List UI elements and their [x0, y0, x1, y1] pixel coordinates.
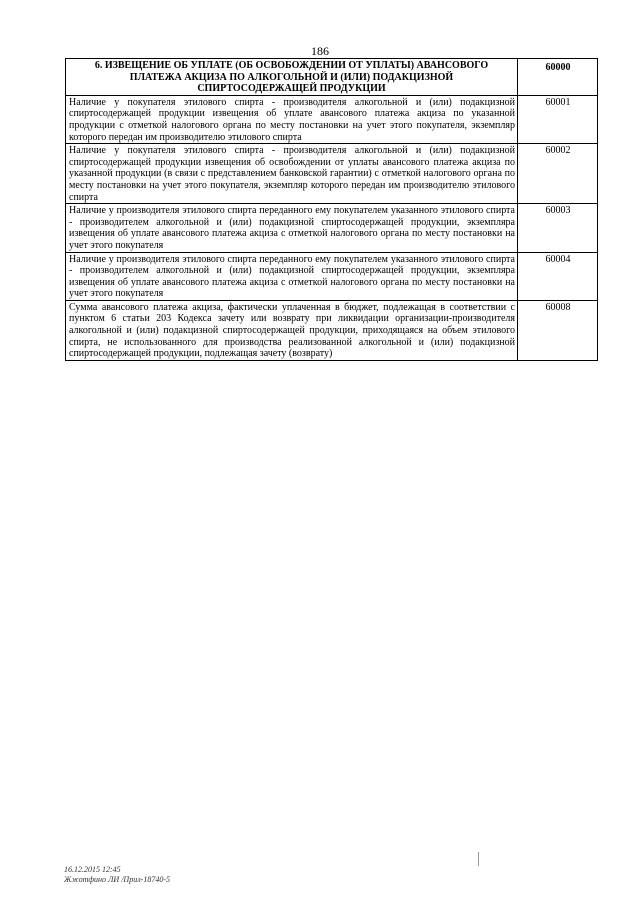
page-number: 186 — [311, 44, 329, 58]
row-description: Наличие у производителя этилового спирта переданного ему покупателем указанного этилового спирта - производителем алкогольной и (или) подакцизной спиртосодержащей продукции, экземпляра извещения об уплате авансового платежа акциза с отметкой налогового органа по месту постановки на учет этого покупателя — [66, 252, 518, 300]
scan-edge-mark — [478, 852, 479, 866]
row-code: 60004 — [518, 252, 598, 300]
section-title: 6. ИЗВЕЩЕНИЕ ОБ УПЛАТЕ (ОБ ОСВОБОЖДЕНИИ ОТ УПЛАТЫ) АВАНСОВОГО ПЛАТЕЖА АКЦИЗА ПО АЛКОГОЛЬНОЙ И (ИЛИ) ПОДАКЦИЗНОЙ СПИРТОСОДЕРЖАЩЕЙ ПРОДУКЦИИ — [66, 59, 518, 96]
section-code: 60000 — [518, 59, 598, 96]
footer-timestamp: 16.12.2015 12:45 — [64, 865, 121, 874]
footer-file-reference: Жжотфино ЛИ /Прил-18740-5 — [64, 875, 171, 884]
row-code: 60008 — [518, 300, 598, 360]
row-code: 60003 — [518, 204, 598, 252]
row-description: Сумма авансового платежа акциза, фактически уплаченная в бюджет, подлежащая в соответствии с пунктом 6 статьи 203 Кодекса зачету или возврату при ликвидации организации-производителя алкогольной и (или) подакцизной спиртосодержащей продукции, приходящаяся на объем этилового спирта, не использованного для производства реализованной алкогольной и (или) подакцизной спиртосодержащей продукции, подлежащая зачету (возврату) — [66, 300, 518, 360]
row-description: Наличие у покупателя этилового спирта - производителя алкогольной и (или) подакцизной спиртосодержащей продукции извещения об уплате авансового платежа акциза по указанной продукции с отметкой налогового органа по месту постановки на учет этого покупателя, экземпляр которого передан им производителю этилового спирта — [66, 95, 518, 143]
table-row — [66, 204, 598, 252]
codes-table — [65, 58, 598, 361]
table-row — [66, 252, 598, 300]
row-description: Наличие у производителя этилового спирта переданного ему покупателем указанного этилового спирта - производителем алкогольной и (или) подакцизной спиртосодержащей продукции, экземпляра извещения об уплате авансового платежа акциза с отметкой налогового органа по месту постановки на учет этого покупателя — [66, 204, 518, 252]
row-code: 60001 — [518, 95, 598, 143]
table-header-row — [66, 59, 598, 96]
footer-stamp — [64, 865, 170, 885]
table-row — [66, 300, 598, 360]
row-code: 60002 — [518, 144, 598, 204]
row-description: Наличие у покупателя этилового спирта - производителя алкогольной и (или) подакцизной спиртосодержащей продукции извещения об освобождении от уплаты авансового платежа акциза по указанной продукции (в связи с представлением банковской гарантии) с отметкой налогового органа по месту постановки на учет этого покупателя, экземпляр которого передан им производителю этилового спирта — [66, 144, 518, 204]
table-row — [66, 144, 598, 204]
table-row — [66, 95, 598, 143]
